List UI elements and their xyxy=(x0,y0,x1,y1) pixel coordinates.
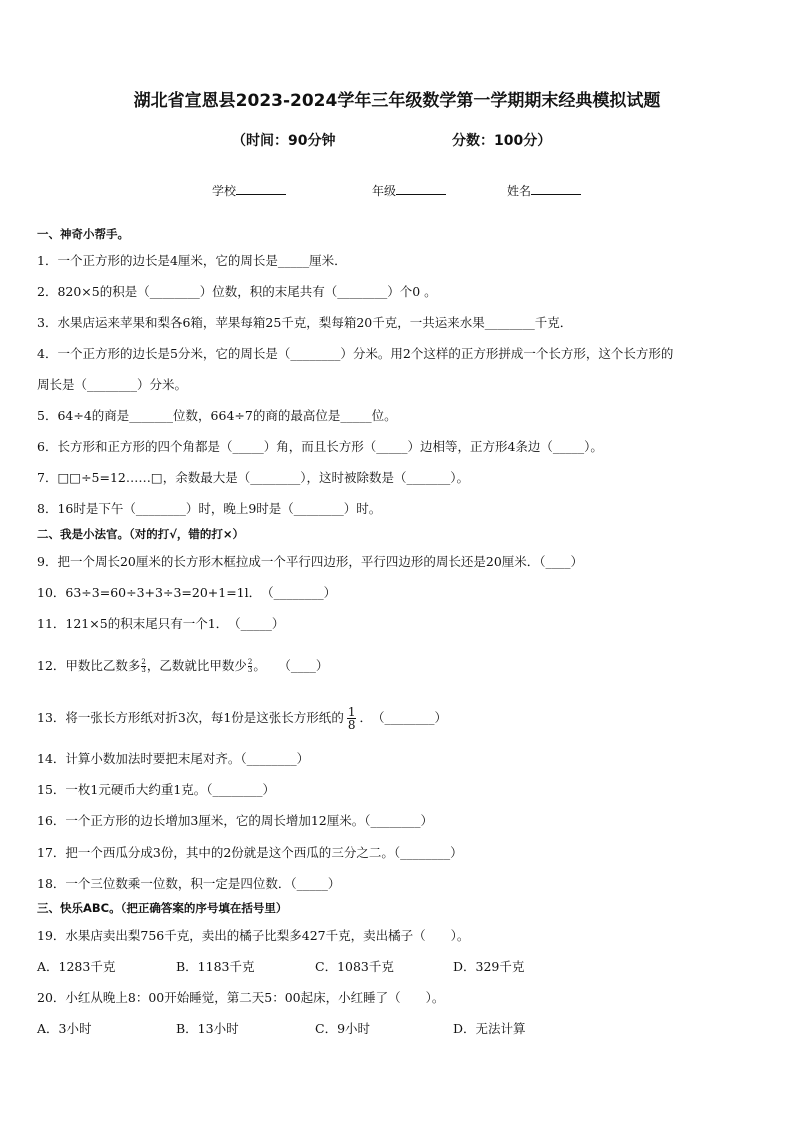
fraction-denominator: 3 xyxy=(141,666,146,674)
question-6: 6．长方形和正方形的四个角都是（_____）角，而且长方形（_____）边相等，正方形4条边（_____）。 xyxy=(37,439,603,454)
name-field xyxy=(507,182,581,199)
q19-option-a: A．1283千克 xyxy=(37,959,116,974)
name-label: 姓名 xyxy=(507,184,532,198)
question-13-suffix: ． （________） xyxy=(359,710,447,725)
school-blank xyxy=(236,182,286,195)
q19-option-b: B．1183千克 xyxy=(176,959,255,974)
fraction-numerator: 1 xyxy=(347,705,356,719)
fraction-numerator: 2 xyxy=(247,658,253,666)
section-1-heading: 一、神奇小帮手。 xyxy=(37,227,129,241)
question-12-middle: ，乙数就比甲数少 xyxy=(146,658,247,673)
question-13-prefix: 13．将一张长方形纸对折3次，每1份是这张长方形纸的 xyxy=(37,710,344,725)
school-label: 学校 xyxy=(212,184,237,198)
section-2-heading: 二、我是小法官。（对的打√，错的打×） xyxy=(37,527,245,541)
question-16: 16．一个正方形的边长增加3厘米，它的周长增加12厘米。（________） xyxy=(37,813,434,828)
question-7: 7．□□÷5=12……□，余数最大是（________），这时被除数是（_______）。 xyxy=(37,470,469,485)
grade-label: 年级 xyxy=(372,184,397,198)
question-15: 15．一枚1元硬币大约重1克。（________） xyxy=(37,782,276,797)
fraction-two-thirds xyxy=(141,659,145,674)
question-2: 2．820×5的积是（________）位数，积的末尾共有（________）个0 。 xyxy=(37,284,437,299)
question-12 xyxy=(37,656,328,674)
q20-option-d: D．无法计算 xyxy=(453,1021,526,1036)
exam-title: 湖北省宣恩县2023-2024学年三年级数学第一学期期末经典模拟试题 xyxy=(133,91,661,111)
fraction-two-thirds-2 xyxy=(248,659,252,674)
question-10: 10．63÷3=60÷3+3÷3=20+1=1l． （________） xyxy=(37,585,337,600)
question-9: 9．把一个周长20厘米的长方形木框拉成一个平行四边形，平行四边形的周长还是20厘米．（____） xyxy=(37,554,584,569)
fraction-one-eighth xyxy=(347,706,357,731)
q19-option-d: D．329千克 xyxy=(453,959,525,974)
question-5: 5．64÷4的商是_______位数，664÷7的商的最高位是_____位。 xyxy=(37,408,397,423)
question-3: 3．水果店运来苹果和梨各6箱，苹果每箱25千克，梨每箱20千克，一共运来水果________千克． xyxy=(37,315,573,330)
name-blank xyxy=(531,182,581,195)
question-8: 8．16时是下午（________）时，晚上9时是（________）时。 xyxy=(37,501,382,516)
fraction-numerator: 2 xyxy=(141,658,146,666)
fraction-denominator: 8 xyxy=(347,718,356,732)
question-14: 14．计算小数加法时要把末尾对齐。（________） xyxy=(37,751,310,766)
question-4-line-1: 4．一个正方形的边长是5分米，它的周长是（________）分米。用2个这样的正方形拼成一个长方形，这个长方形的 xyxy=(37,346,674,361)
question-13 xyxy=(37,706,447,731)
q20-option-a: A．3小时 xyxy=(37,1021,92,1036)
question-17: 17．把一个西瓜分成3份，其中的2份就是这个西瓜的三分之二。（________） xyxy=(37,845,463,860)
question-1: 1．一个正方形的边长是4厘米，它的周长是_____厘米． xyxy=(37,253,347,268)
section-3-heading: 三、快乐ABC。（把正确答案的序号填在括号里） xyxy=(37,901,288,915)
question-12-suffix: 。 （____） xyxy=(253,658,329,673)
school-field xyxy=(212,182,286,199)
q20-option-b: B．13小时 xyxy=(176,1021,239,1036)
question-4-line-2: 周长是（________）分米。 xyxy=(37,377,188,392)
question-19: 19．水果店卖出梨756千克，卖出的橘子比梨多427千克，卖出橘子（ ）。 xyxy=(37,928,470,943)
question-12-prefix: 12．甲数比乙数多 xyxy=(37,658,141,673)
question-18: 18．一个三位数乘一位数，积一定是四位数．（_____） xyxy=(37,876,341,891)
q20-option-c: C．9小时 xyxy=(315,1021,371,1036)
fraction-denominator: 3 xyxy=(247,666,253,674)
question-20: 20．小红从晚上8：00开始睡觉，第二天5：00起床，小红睡了（ ）。 xyxy=(37,990,445,1005)
time-limit: （时间：90分钟 xyxy=(232,133,336,149)
q19-option-c: C．1083千克 xyxy=(315,959,394,974)
grade-field xyxy=(372,182,446,199)
question-11: 11．121×5的积末尾只有一个1． （_____） xyxy=(37,616,285,631)
total-score: 分数：100分） xyxy=(452,133,552,149)
grade-blank xyxy=(396,182,446,195)
